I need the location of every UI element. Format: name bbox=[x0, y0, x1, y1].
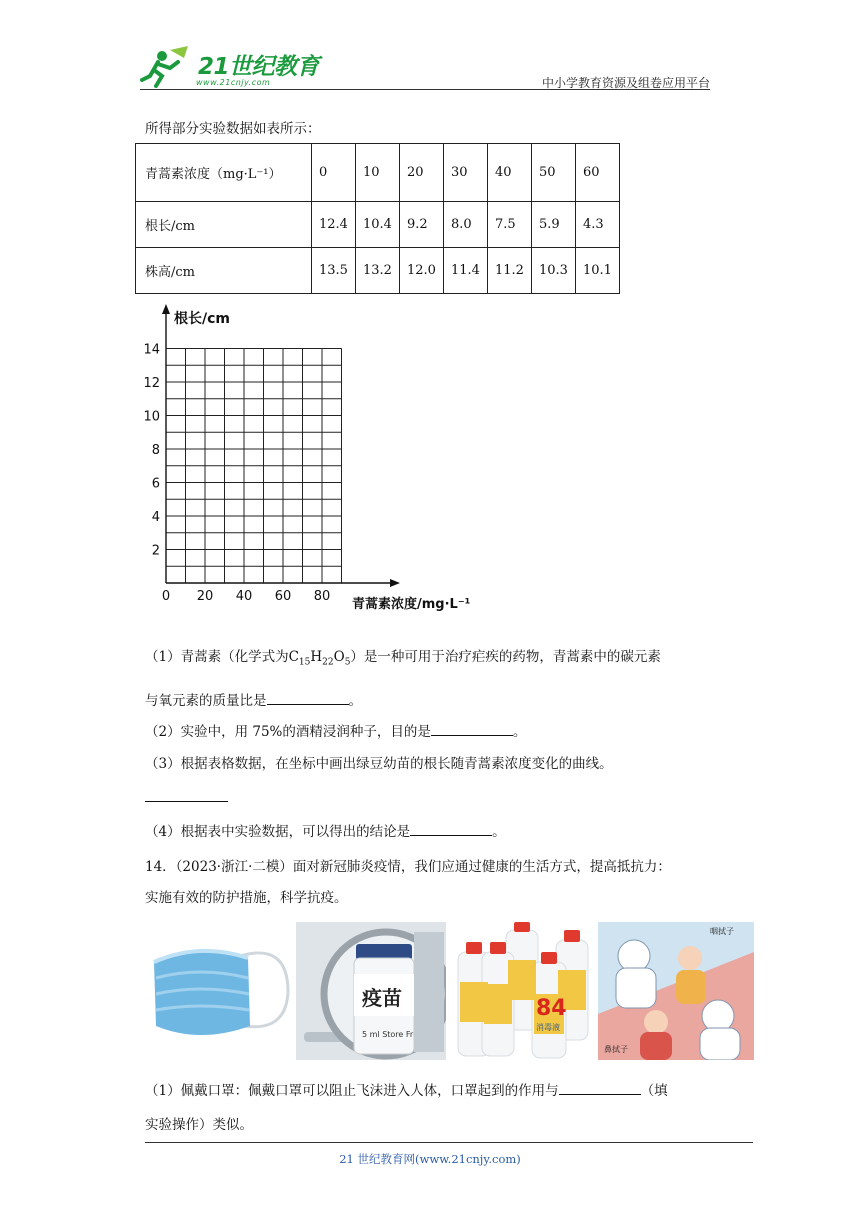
grid-chart bbox=[140, 300, 500, 620]
header-divider bbox=[140, 89, 710, 90]
table-cell: 13.2 bbox=[356, 248, 400, 294]
question-14-line2: 实施有效的防护措施，科学抗疫。 bbox=[145, 890, 348, 906]
q14-1-text-a: （1）佩戴口罩：佩戴口罩可以阻止飞沫进入人体，口罩起到的作用与 bbox=[145, 1083, 559, 1099]
q14-1-text-b: （填 bbox=[640, 1083, 668, 1099]
table-cell: 9.2 bbox=[400, 202, 444, 248]
question-3: （3）根据表格数据，在坐标中画出绿豆幼苗的根长随青蒿素浓度变化的曲线。 bbox=[145, 756, 613, 772]
x-tick-label: 20 bbox=[196, 589, 214, 604]
table-cell: 11.4 bbox=[444, 248, 488, 294]
table-header-label: 青蒿素浓度（mg·L⁻¹） bbox=[136, 144, 312, 202]
x-tick-label: 80 bbox=[313, 589, 331, 604]
logo-text: 21世纪教育 bbox=[198, 54, 320, 80]
q1-sub-15: 15 bbox=[298, 657, 311, 668]
swab-test-illustration bbox=[598, 922, 754, 1060]
nasal-swab-label: 鼻拭子 bbox=[604, 1045, 628, 1054]
question-4 bbox=[145, 820, 506, 840]
y-axis-arrow-icon bbox=[162, 304, 170, 314]
footer-text: 21 世纪教育网(www.21cnjy.com) bbox=[339, 1152, 521, 1166]
logo-url: www.21cnjy.com bbox=[196, 78, 271, 87]
y-tick-label: 12 bbox=[143, 376, 160, 391]
q2-end: 。 bbox=[512, 724, 527, 740]
chart-grid bbox=[166, 349, 342, 584]
header-platform-text: 中小学教育资源及组卷应用平台 bbox=[541, 76, 710, 90]
vaccine-label: 疫苗 bbox=[362, 986, 402, 1010]
table-cell: 7.5 bbox=[488, 202, 532, 248]
y-tick-label: 2 bbox=[151, 543, 160, 559]
table-cell: 13.5 bbox=[312, 248, 356, 294]
question-2 bbox=[145, 720, 526, 740]
table-row-label: 株高/cm bbox=[136, 248, 312, 294]
q1-text-a: （1）青蒿素（化学式为C bbox=[145, 649, 299, 665]
question-1-line2 bbox=[145, 689, 362, 709]
table-cell: 30 bbox=[444, 144, 488, 202]
footer-divider bbox=[145, 1142, 753, 1143]
table-cell: 10.3 bbox=[532, 248, 576, 294]
bottle-text-label: 消毒液 bbox=[536, 1023, 560, 1032]
y-tick-label: 6 bbox=[151, 476, 160, 492]
table-row bbox=[136, 202, 620, 248]
question-1-line1 bbox=[145, 645, 661, 668]
question-14-line1: 14．（2023·浙江·二模）面对新冠肺炎疫情，我们应通过健康的生活方式，提高抵抗力： bbox=[145, 859, 671, 875]
q1-h: H bbox=[310, 649, 323, 665]
table-cell: 5.9 bbox=[532, 202, 576, 248]
table-cell: 12.4 bbox=[312, 202, 356, 248]
q1-o: O bbox=[333, 649, 345, 665]
table-cell: 0 bbox=[312, 144, 356, 202]
y-tick-label: 14 bbox=[143, 342, 160, 358]
answer-blank[interactable] bbox=[559, 1082, 641, 1095]
q4-text: （4）根据表中实验数据，可以得出的结论是 bbox=[145, 824, 411, 840]
answer-blank[interactable] bbox=[410, 823, 492, 836]
answer-blank[interactable] bbox=[267, 692, 349, 705]
face-mask-image bbox=[148, 922, 294, 1060]
table-cell: 4.3 bbox=[576, 202, 620, 248]
bottle-number-label: 84 bbox=[536, 996, 567, 1021]
x-axis-label: 青蒿素浓度/mg·L⁻¹ bbox=[352, 597, 471, 612]
answer-blank[interactable] bbox=[431, 723, 513, 736]
table-cell: 12.0 bbox=[400, 248, 444, 294]
q4-end: 。 bbox=[492, 824, 506, 840]
q1-text-b: ）是一种可用于治疗疟疾的药物，青蒿素中的碳元素 bbox=[350, 649, 661, 665]
x-tick-label: 0 bbox=[161, 589, 171, 604]
y-tick-label: 10 bbox=[143, 409, 160, 425]
table-cell: 10 bbox=[356, 144, 400, 202]
table-row bbox=[136, 144, 620, 202]
vaccine-image bbox=[296, 922, 446, 1060]
q1-text-c: 与氧元素的质量比是 bbox=[145, 693, 267, 709]
vaccine-small-label: 5 ml Store Fr bbox=[362, 1030, 414, 1039]
table-row bbox=[136, 248, 620, 294]
throat-swab-label: 咽拭子 bbox=[710, 927, 734, 936]
table-cell: 10.4 bbox=[356, 202, 400, 248]
question-14-1-line1 bbox=[145, 1079, 668, 1099]
runner-icon bbox=[140, 46, 200, 90]
table-cell: 11.2 bbox=[488, 248, 532, 294]
table-cell: 50 bbox=[532, 144, 576, 202]
answer-line[interactable] bbox=[145, 801, 228, 802]
table-cell: 8.0 bbox=[444, 202, 488, 248]
q1-end: 。 bbox=[348, 693, 362, 709]
data-table bbox=[135, 143, 620, 294]
table-cell: 20 bbox=[400, 144, 444, 202]
table-cell: 40 bbox=[488, 144, 532, 202]
y-tick-label: 8 bbox=[151, 443, 160, 458]
table-row-label: 根长/cm bbox=[136, 202, 312, 248]
x-tick-label: 40 bbox=[235, 589, 253, 604]
disinfectant-bottles-image bbox=[456, 922, 590, 1060]
table-cell: 60 bbox=[576, 144, 620, 202]
intro-text: 所得部分实验数据如表所示： bbox=[145, 121, 321, 137]
x-tick-label: 60 bbox=[274, 589, 292, 604]
question-14-1-line2: 实验操作）类似。 bbox=[145, 1117, 253, 1133]
x-axis-arrow-icon bbox=[390, 579, 400, 587]
table-cell: 10.1 bbox=[576, 248, 620, 294]
q1-sub-5: 5 bbox=[344, 657, 351, 668]
q1-sub-22: 22 bbox=[322, 657, 334, 668]
y-axis-label: 根长/cm bbox=[174, 311, 230, 327]
y-tick-label: 4 bbox=[151, 510, 160, 525]
q2-text: （2）实验中，用 75%的酒精浸润种子，目的是 bbox=[145, 724, 431, 740]
